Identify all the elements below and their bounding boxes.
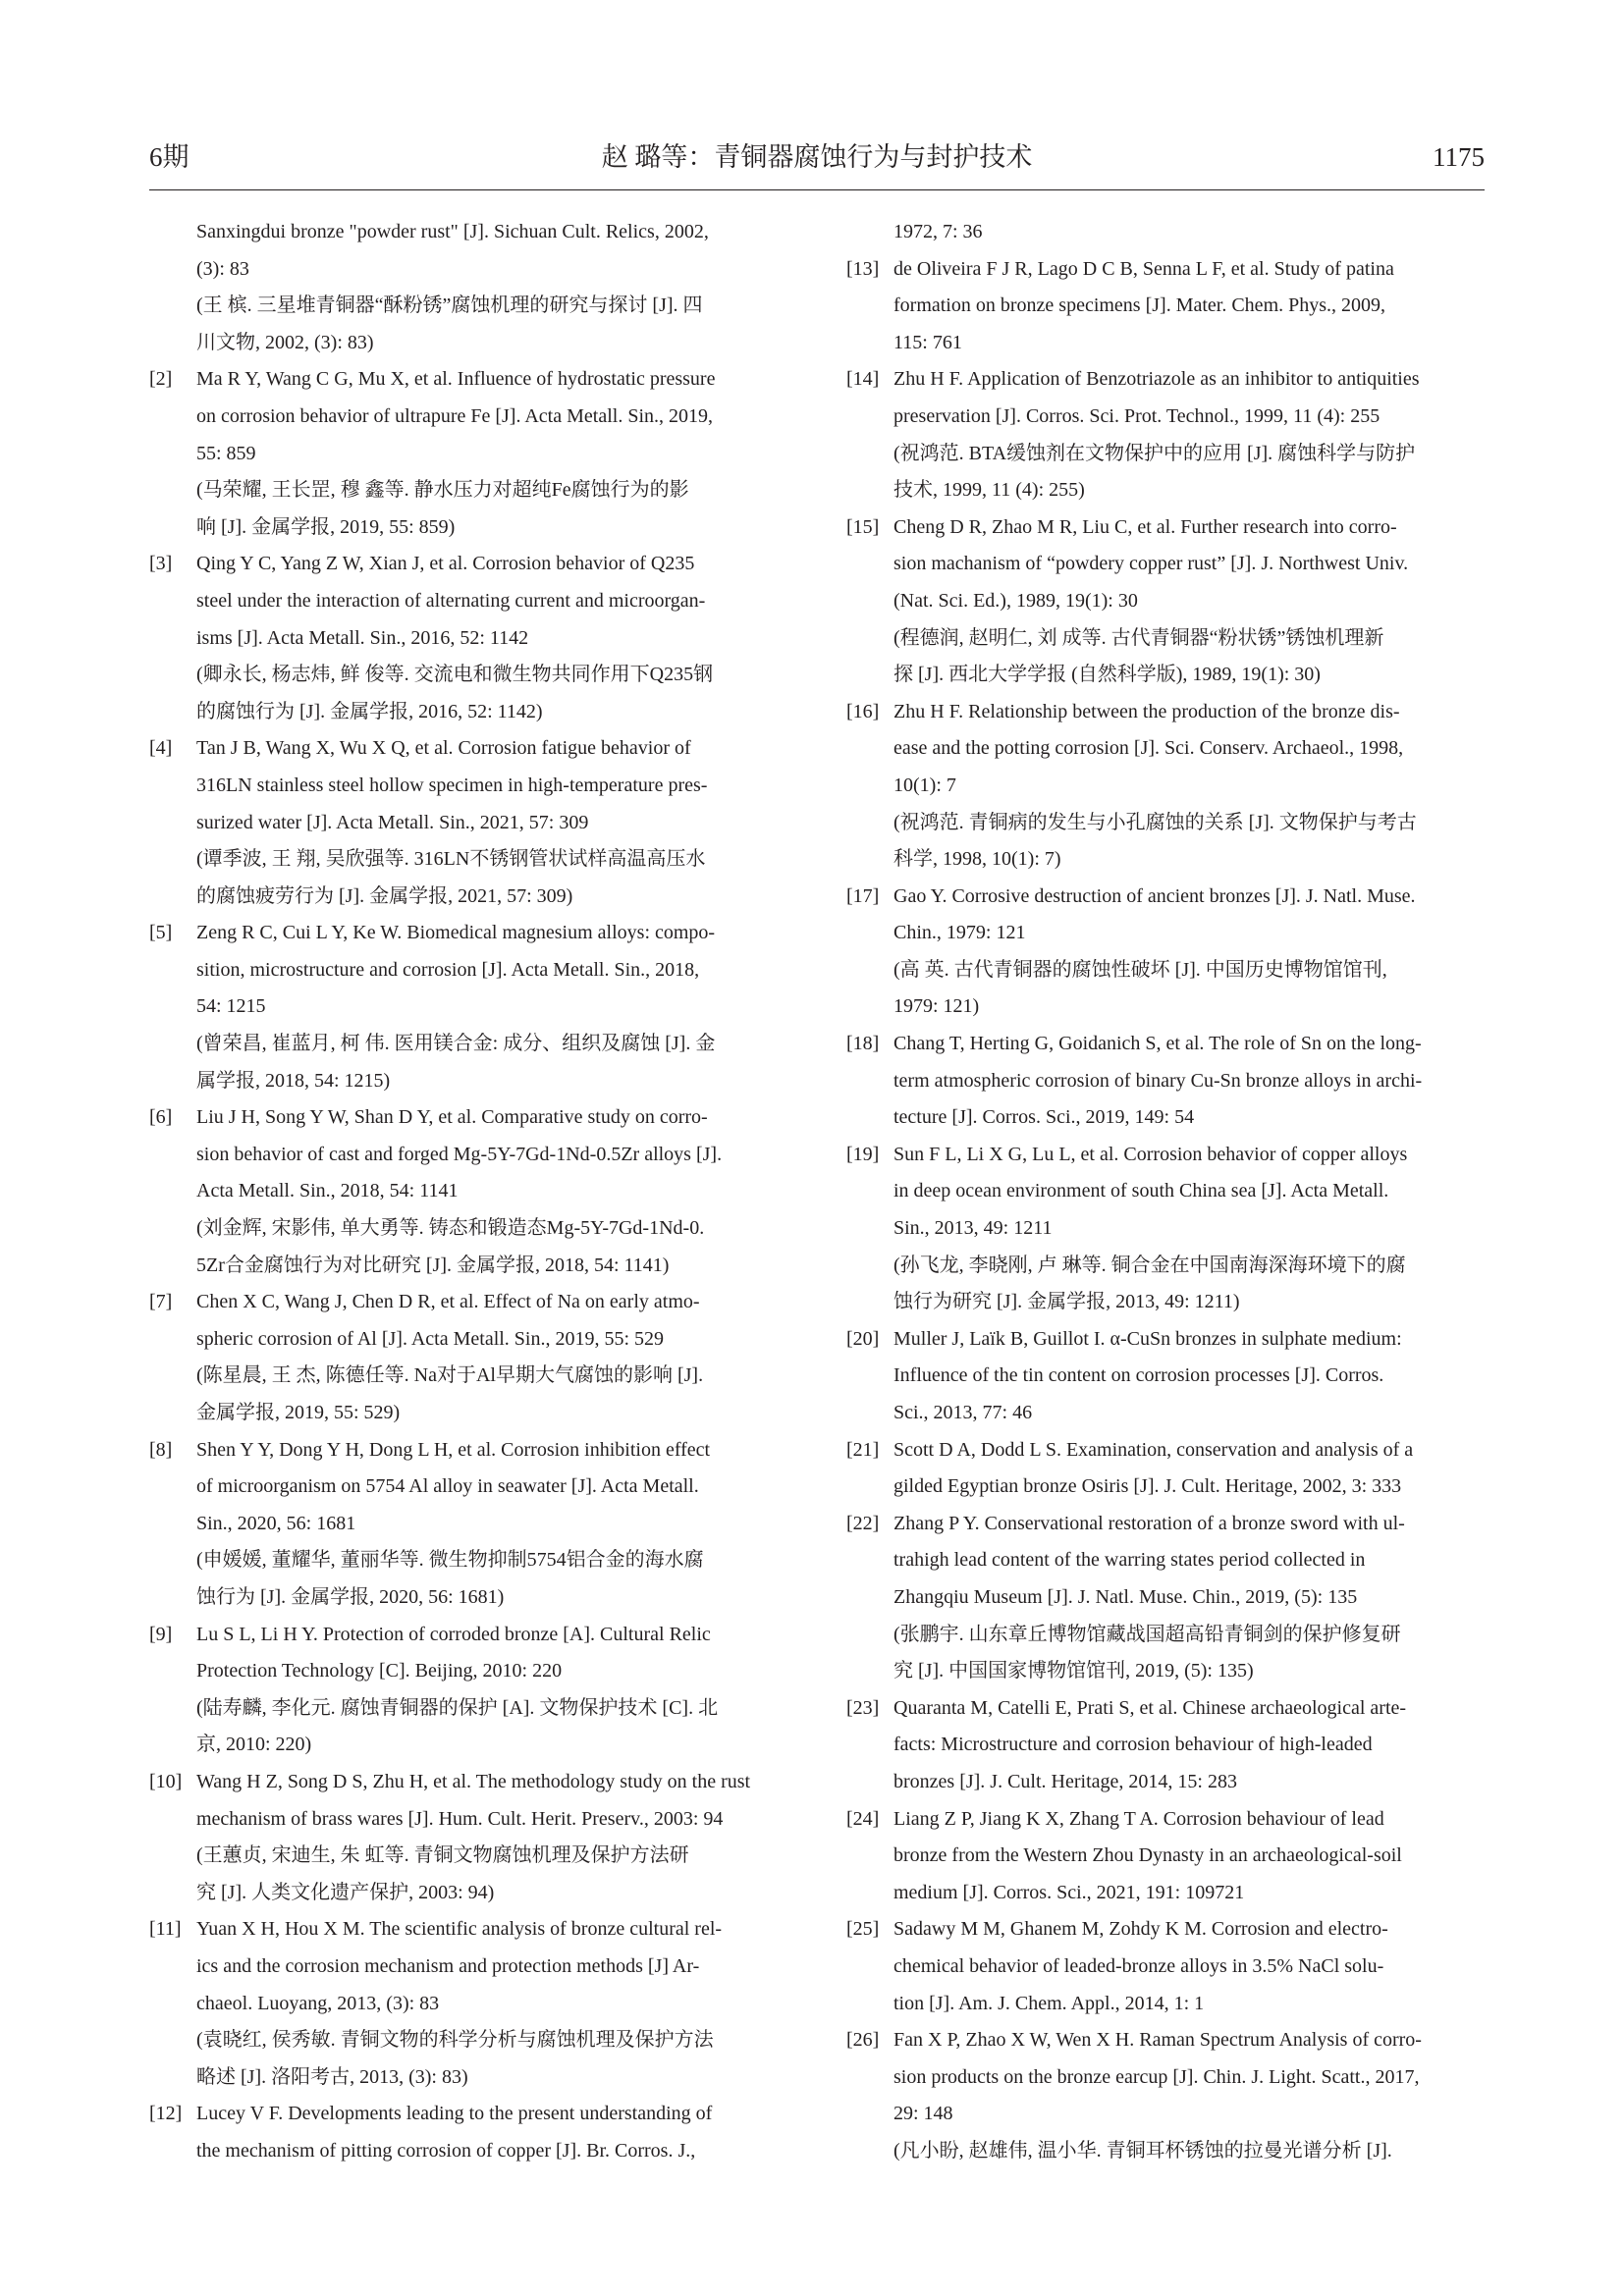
reference-line: 5Zr合金腐蚀行为对比研究 [J]. 金属学报, 2018, 54: 1141) — [196, 1254, 670, 1276]
reference-line: (王蕙贞, 宋迪生, 朱 虹等. 青铜文物腐蚀机理及保护方法研 — [196, 1844, 689, 1867]
reference-line: gilded Egyptian bronze Osiris [J]. J. Cult. Heritage, 2002, 3: 333 — [893, 1475, 1402, 1498]
reference-line: term atmospheric corrosion of binary Cu-Sn bronze alloys in archi- — [893, 1069, 1423, 1092]
reference-line: 科学, 1998, 10(1): 7) — [893, 848, 1061, 871]
reference-line: Chin., 1979: 121 — [893, 922, 1026, 944]
reference-entry — [846, 1137, 1485, 1321]
reference-line: Zhang P Y. Conservational restoration of a bronze sword with ul- — [893, 1512, 1405, 1534]
reference-line: chemical behavior of leaded-bronze alloys in 3.5% NaCl solu- — [893, 1954, 1384, 1977]
reference-number: [2] — [149, 368, 173, 391]
reference-entry — [149, 214, 787, 361]
reference-line: (祝鸿范. 青铜病的发生与小孔腐蚀的关系 [J]. 文物保护与考古 — [893, 811, 1417, 833]
reference-line: Lucey V F. Developments leading to the present understanding of — [196, 2103, 713, 2125]
reference-line: Tan J B, Wang X, Wu X Q, et al. Corrosion fatigue behavior of — [196, 737, 691, 760]
reference-entry — [149, 1764, 787, 1911]
reference-entry — [846, 509, 1485, 694]
reference-line: 55: 859 — [196, 442, 256, 464]
issue-label: 6期 — [149, 142, 189, 172]
reference-line: Cheng D R, Zhao M R, Liu C, et al. Further research into corro- — [893, 515, 1397, 538]
reference-number: [9] — [149, 1623, 173, 1645]
reference-line: Muller J, Laïk B, Guillot I. α-CuSn bronzes in sulphate medium: — [893, 1327, 1402, 1350]
reference-line: in deep ocean environment of south China sea [J]. Acta Metall. — [893, 1180, 1389, 1202]
reference-line: 29: 148 — [893, 2103, 953, 2125]
reference-line: Zhu H F. Application of Benzotriazole as an inhibitor to antiquities — [893, 368, 1420, 391]
reference-line: Lu S L, Li H Y. Protection of corroded bronze [A]. Cultural Relic — [196, 1623, 711, 1645]
reference-line: tecture [J]. Corros. Sci., 2019, 149: 54 — [893, 1106, 1195, 1129]
reference-number: [21] — [846, 1438, 880, 1461]
reference-entry — [149, 1099, 787, 1284]
reference-number: [13] — [846, 257, 880, 280]
reference-line: Sin., 2013, 49: 1211 — [893, 1217, 1053, 1240]
reference-line: (张鹏宇. 山东章丘博物馆藏战国超高铅青铜剑的保护修复研 — [893, 1623, 1401, 1645]
reference-line: (高 英. 古代青铜器的腐蚀性破坏 [J]. 中国历史博物馆馆刊, — [893, 958, 1387, 981]
reference-line: Liu J H, Song Y W, Shan D Y, et al. Comparative study on corro- — [196, 1106, 708, 1129]
reference-entry — [149, 915, 787, 1099]
reference-entry — [846, 1690, 1485, 1801]
reference-line: 316LN stainless steel hollow specimen in high-temperature pres- — [196, 774, 708, 796]
reference-line: 究 [J]. 人类文化遗产保护, 2003: 94) — [196, 1881, 495, 1903]
reference-line: Sanxingdui bronze "powder rust" [J]. Sichuan Cult. Relics, 2002, — [196, 221, 709, 242]
reference-line: 探 [J]. 西北大学学报 (自然科学版), 1989, 19(1): 30) — [893, 664, 1321, 686]
reference-entry — [149, 2096, 787, 2169]
reference-line: 略述 [J]. 洛阳考古, 2013, (3): 83) — [196, 2065, 468, 2088]
reference-line: Sun F L, Li X G, Lu L, et al. Corrosion behavior of copper alloys — [893, 1143, 1408, 1165]
reference-line: 响 [J]. 金属学报, 2019, 55: 859) — [196, 515, 456, 538]
reference-entry — [846, 694, 1485, 879]
reference-number: [23] — [846, 1696, 880, 1719]
reference-line: sion products on the bronze earcup [J]. Chin. J. Light. Scatt., 2017, — [893, 2065, 1420, 2088]
reference-line: formation on bronze specimens [J]. Mater. Chem. Phys., 2009, — [893, 294, 1386, 317]
reference-entry — [149, 1432, 787, 1617]
reference-number: [25] — [846, 1918, 880, 1941]
reference-line: Liang Z P, Jiang K X, Zhang T A. Corrosion behaviour of lead — [893, 1807, 1384, 1830]
reference-line: sion behavior of cast and forged Mg-5Y-7Gd-1Nd-0.5Zr alloys [J]. — [196, 1143, 723, 1165]
reference-line: 的腐蚀行为 [J]. 金属学报, 2016, 52: 1142) — [196, 700, 543, 722]
reference-line: mechanism of brass wares [J]. Hum. Cult. Herit. Preserv., 2003: 94 — [196, 1807, 724, 1830]
reference-line: trahigh lead content of the warring states period collected in — [893, 1549, 1366, 1572]
reference-line: 的腐蚀疲劳行为 [J]. 金属学报, 2021, 57: 309) — [196, 884, 573, 907]
reference-line: Sin., 2020, 56: 1681 — [196, 1512, 356, 1534]
reference-line: 技术, 1999, 11 (4): 255) — [893, 479, 1085, 502]
reference-line: (程德润, 赵明仁, 刘 成等. 古代青铜器“粉状锈”锈蚀机理新 — [893, 626, 1384, 649]
reference-line: (曾荣昌, 崔蓝月, 柯 伟. 医用镁合金: 成分、组织及腐蚀 [J]. 金 — [196, 1033, 716, 1055]
reference-line: (3): 83 — [196, 257, 249, 280]
reference-entry — [846, 1506, 1485, 1690]
reference-line: steel under the interaction of alternating current and microorgan- — [196, 589, 706, 612]
reference-line: of microorganism on 5754 Al alloy in seawater [J]. Acta Metall. — [196, 1475, 699, 1498]
reference-line: sition, microstructure and corrosion [J]. Acta Metall. Sin., 2018, — [196, 958, 700, 981]
reference-line: (马荣耀, 王长罡, 穆 鑫等. 静水压力对超纯Fe腐蚀行为的影 — [196, 479, 689, 502]
reference-number: [4] — [149, 737, 173, 760]
reference-line: preservation [J]. Corros. Sci. Prot. Technol., 1999, 11 (4): 255 — [893, 404, 1380, 427]
page-number: 1175 — [1433, 142, 1485, 172]
reference-line: 京, 2010: 220) — [196, 1734, 312, 1756]
reference-number: [6] — [149, 1106, 173, 1129]
reference-line: 究 [J]. 中国国家博物馆馆刊, 2019, (5): 135) — [893, 1660, 1254, 1682]
reference-line: (谭季波, 王 翔, 吴欣强等. 316LN不锈钢管状试样高温高压水 — [196, 848, 706, 871]
reference-number: [5] — [149, 922, 173, 944]
reference-entry — [846, 1432, 1485, 1506]
reference-number: [20] — [846, 1327, 880, 1350]
reference-line: bronze from the Western Zhou Dynasty in an archaeological-soil — [893, 1844, 1402, 1867]
reference-number: [26] — [846, 2029, 880, 2052]
reference-line: Fan X P, Zhao X W, Wen X H. Raman Spectrum Analysis of corro- — [893, 2029, 1422, 2052]
reference-line: Qing Y C, Yang Z W, Xian J, et al. Corrosion behavior of Q235 — [196, 553, 695, 575]
reference-number: [7] — [149, 1291, 173, 1313]
reference-line: (凡小盼, 赵雄伟, 温小华. 青铜耳杯锈蚀的拉曼光谱分析 [J]. — [893, 2139, 1392, 2162]
reference-line: Protection Technology [C]. Beijing, 2010: 220 — [196, 1660, 563, 1682]
reference-entry — [846, 1321, 1485, 1432]
reference-line: 属学报, 2018, 54: 1215) — [196, 1069, 391, 1092]
reference-line: Quaranta M, Catelli E, Prati S, et al. Chinese archaeological arte- — [893, 1696, 1407, 1719]
reference-line: (Nat. Sci. Ed.), 1989, 19(1): 30 — [893, 589, 1138, 612]
reference-line: Wang H Z, Song D S, Zhu H, et al. The methodology study on the rust — [196, 1770, 751, 1792]
reference-line: on corrosion behavior of ultrapure Fe [J]. Acta Metall. Sin., 2019, — [196, 404, 713, 427]
reference-entry — [846, 214, 1485, 251]
reference-entry — [846, 361, 1485, 508]
reference-line: 10(1): 7 — [893, 774, 956, 796]
reference-line: Sadawy M M, Ghanem M, Zohdy K M. Corrosion and electro- — [893, 1918, 1388, 1941]
reference-line: sion machanism of “powdery copper rust” [J]. J. Northwest Univ. — [893, 553, 1409, 575]
reference-line: (卿永长, 杨志炜, 鲜 俊等. 交流电和微生物共同作用下Q235钢 — [196, 664, 714, 686]
reference-line: Zhangqiu Museum [J]. J. Natl. Muse. Chin., 2019, (5): 135 — [893, 1585, 1358, 1608]
reference-entry — [149, 1284, 787, 1431]
reference-line: Shen Y Y, Dong Y H, Dong L H, et al. Corrosion inhibition effect — [196, 1438, 711, 1461]
reference-line: bronzes [J]. J. Cult. Heritage, 2014, 15: 283 — [893, 1770, 1237, 1792]
reference-number: [17] — [846, 884, 880, 907]
reference-entry — [149, 546, 787, 730]
reference-line: Zeng R C, Cui L Y, Ke W. Biomedical magnesium alloys: compo- — [196, 922, 716, 944]
reference-line: 54: 1215 — [196, 995, 266, 1018]
reference-entry — [846, 1026, 1485, 1137]
reference-line: Chen X C, Wang J, Chen D R, et al. Effect of Na on early atmo- — [196, 1291, 700, 1313]
reference-entry — [846, 879, 1485, 1026]
reference-line: chaeol. Luoyang, 2013, (3): 83 — [196, 1992, 440, 2014]
reference-line: 1979: 121) — [893, 995, 980, 1018]
reference-number: [3] — [149, 553, 173, 575]
reference-line: Influence of the tin content on corrosion processes [J]. Corros. — [893, 1364, 1384, 1387]
reference-line: 金属学报, 2019, 55: 529) — [196, 1402, 401, 1423]
reference-line: de Oliveira F J R, Lago D C B, Senna L F, et al. Study of patina — [893, 257, 1394, 280]
reference-number: [8] — [149, 1438, 173, 1461]
reference-entry — [846, 2022, 1485, 2169]
reference-line: 川文物, 2002, (3): 83) — [196, 331, 374, 353]
reference-line: (申媛媛, 董耀华, 董丽华等. 微生物抑制5754铝合金的海水腐 — [196, 1549, 704, 1572]
reference-line: 蚀行为 [J]. 金属学报, 2020, 56: 1681) — [196, 1585, 505, 1608]
reference-number: [12] — [149, 2103, 183, 2125]
reference-entry — [149, 361, 787, 546]
reference-number: [18] — [846, 1033, 880, 1055]
reference-entry — [846, 251, 1485, 362]
reference-line: surized water [J]. Acta Metall. Sin., 2021, 57: 309 — [196, 811, 589, 833]
reference-line: Gao Y. Corrosive destruction of ancient bronzes [J]. J. Natl. Muse. — [893, 884, 1416, 907]
reference-line: facts: Microstructure and corrosion behaviour of high-leaded — [893, 1734, 1373, 1756]
reference-line: (袁晓红, 侯秀敏. 青铜文物的科学分析与腐蚀机理及保护方法 — [196, 2029, 714, 2052]
reference-number: [22] — [846, 1512, 880, 1534]
reference-line: tion [J]. Am. J. Chem. Appl., 2014, 1: 1 — [893, 1992, 1205, 2014]
reference-number: [10] — [149, 1770, 183, 1792]
reference-line: Zhu H F. Relationship between the production of the bronze dis- — [893, 700, 1400, 722]
reference-line: Acta Metall. Sin., 2018, 54: 1141 — [196, 1180, 459, 1202]
reference-line: (陆寿麟, 李化元. 腐蚀青铜器的保护 [A]. 文物保护技术 [C]. 北 — [196, 1696, 719, 1719]
reference-line: (陈星晨, 王 杰, 陈德任等. Na对于Al早期大气腐蚀的影响 [J]. — [196, 1364, 704, 1387]
reference-entry — [149, 1617, 787, 1764]
reference-number: [15] — [846, 515, 880, 538]
running-title: 赵 璐等：青铜器腐蚀行为与封护技术 — [601, 142, 1033, 172]
header-rule — [149, 189, 1485, 190]
reference-line: spheric corrosion of Al [J]. Acta Metall. Sin., 2019, 55: 529 — [196, 1327, 665, 1350]
reference-line: Yuan X H, Hou X M. The scientific analysis of bronze cultural rel- — [196, 1918, 723, 1941]
reference-line: 1972, 7: 36 — [893, 221, 983, 242]
reference-number: [14] — [846, 368, 880, 391]
reference-line: Scott D A, Dodd L S. Examination, conservation and analysis of a — [893, 1438, 1414, 1461]
reference-line: isms [J]. Acta Metall. Sin., 2016, 52: 1142 — [196, 626, 529, 649]
reference-entry — [149, 1911, 787, 2096]
reference-line: (祝鸿范. BTA缓蚀剂在文物保护中的应用 [J]. 腐蚀科学与防护 — [893, 442, 1416, 464]
reference-line: the mechanism of pitting corrosion of copper [J]. Br. Corros. J., — [196, 2139, 696, 2162]
reference-number: [16] — [846, 700, 880, 722]
page-header — [149, 137, 1485, 177]
reference-entry — [846, 1801, 1485, 1912]
reference-number: [19] — [846, 1143, 880, 1165]
reference-line: (刘金辉, 宋影伟, 单大勇等. 铸态和锻造态Mg-5Y-7Gd-1Nd-0. — [196, 1217, 705, 1240]
reference-entry — [149, 730, 787, 915]
reference-entry — [846, 1911, 1485, 2022]
reference-line: (王 槟. 三星堆青铜器“酥粉锈”腐蚀机理的研究与探讨 [J]. 四 — [196, 294, 703, 317]
references-left-column — [149, 214, 787, 2169]
reference-line: Chang T, Herting G, Goidanich S, et al. The role of Sn on the long- — [893, 1033, 1422, 1055]
reference-line: Sci., 2013, 77: 46 — [893, 1402, 1033, 1423]
reference-number: [11] — [149, 1918, 182, 1941]
reference-line: medium [J]. Corros. Sci., 2021, 191: 109721 — [893, 1881, 1245, 1903]
reference-number: [24] — [846, 1807, 880, 1830]
reference-line: (孙飞龙, 李晓刚, 卢 琳等. 铜合金在中国南海深海环境下的腐 — [893, 1254, 1406, 1276]
reference-line: Ma R Y, Wang C G, Mu X, et al. Influence of hydrostatic pressure — [196, 368, 716, 391]
reference-line: 115: 761 — [893, 331, 962, 353]
reference-line: ease and the potting corrosion [J]. Sci. Conserv. Archaeol., 1998, — [893, 737, 1404, 760]
reference-line: ics and the corrosion mechanism and protection methods [J] Ar- — [196, 1954, 700, 1977]
reference-line: 蚀行为研究 [J]. 金属学报, 2013, 49: 1211) — [893, 1291, 1240, 1313]
references-right-column — [846, 214, 1485, 2169]
